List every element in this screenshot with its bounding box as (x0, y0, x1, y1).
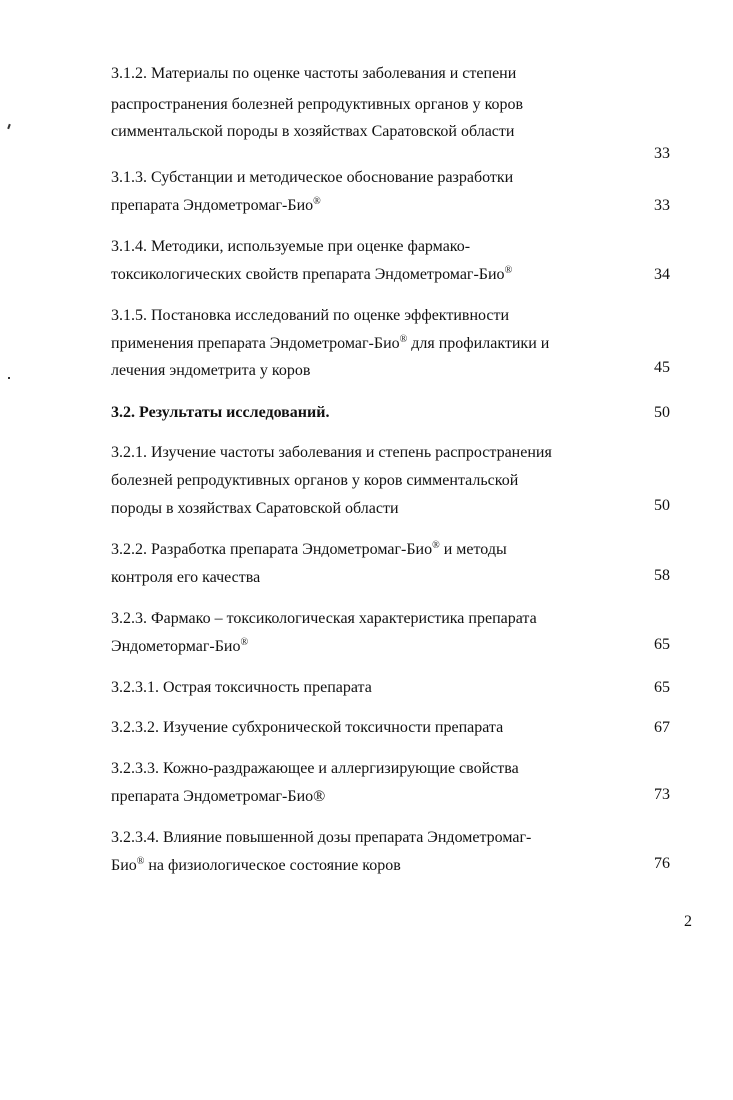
toc-entry-text-line (111, 265, 512, 285)
toc-page-number: 50 (654, 404, 670, 421)
toc-page-number: 76 (654, 855, 670, 872)
toc-entry-text: Эндометормаг-Био (111, 638, 241, 655)
toc-entry-text: лечения эндометрита у коров (111, 362, 311, 379)
registered-mark: ® (504, 265, 513, 276)
toc-entry-text: контроля его качества (111, 569, 261, 586)
registered-mark: ® (240, 637, 249, 648)
registered-mark: ® (313, 196, 321, 207)
toc-entry-text: препарата Эндометромаг-Био® (111, 788, 326, 805)
scan-speck (7, 124, 11, 129)
toc-section-heading: 3.2. Результаты исследований. (111, 404, 330, 421)
toc-entry-text: применения препарата Эндометромаг-Био (111, 335, 400, 352)
toc-page-number: 65 (654, 636, 670, 653)
toc-entry-text-line (111, 856, 401, 876)
toc-page-number: 65 (654, 679, 670, 696)
scan-speck (8, 377, 10, 379)
toc-entry-text: породы в хозяйствах Саратовской области (111, 500, 399, 517)
toc-entry-text: Био (111, 857, 137, 874)
registered-mark: ® (399, 334, 408, 345)
toc-entry-text: симментальской породы в хозяйствах Саратовской области (111, 123, 515, 140)
toc-entry-text: 3.1.2. Материалы по оценке частоты заболевания и степени (111, 65, 517, 82)
page-number: 2 (684, 913, 692, 930)
registered-mark: ® (432, 540, 440, 551)
toc-entry-text: на физиологическое состояние коров (144, 857, 401, 874)
toc-entry-text: 3.1.5. Постановка исследований по оценке эффективности (111, 307, 510, 324)
toc-entry-text: 3.2.3. Фармако – токсикологическая характеристика препарата (111, 610, 537, 627)
toc-entry-text: 3.2.2. Разработка препарата Эндометромаг-Био (111, 541, 433, 558)
toc-entry-text: 3.2.3.3. Кожно-раздражающее и аллергизирующие свойства (111, 760, 519, 777)
toc-entry-text-line (111, 334, 549, 354)
toc-entry-text-line (111, 196, 321, 216)
toc-page-number: 73 (654, 786, 670, 803)
toc-entry-text: препарата Эндометромаг-Био (111, 197, 314, 214)
registered-mark: ® (136, 856, 145, 867)
toc-entry-text: 3.2.1. Изучение частоты заболевания и степень распространения (111, 444, 552, 461)
toc-entry-text: болезней репродуктивных органов у коров симментальской (111, 472, 519, 489)
toc-page-number: 67 (654, 719, 670, 736)
toc-page-number: 33 (654, 145, 670, 162)
toc-entry-text: токсикологических свойств препарата Эндометромаг-Био (111, 266, 505, 283)
toc-entry-text: 3.2.3.4. Влияние повышенной дозы препарата Эндометромаг- (111, 829, 532, 846)
toc-entry-text: для профилактики и (407, 335, 550, 352)
toc-entry-text: 3.2.3.2. Изучение субхронической токсичности препарата (111, 719, 504, 736)
toc-entry-text-line (111, 637, 248, 657)
toc-entry-text: 3.1.4. Методики, используемые при оценке фармако- (111, 238, 471, 255)
toc-entry-text-line (111, 540, 507, 560)
toc-entry-text: и методы (439, 541, 507, 558)
toc-page-number: 34 (654, 266, 670, 283)
toc-entry-text: 3.1.3. Субстанции и методическое обоснование разработки (111, 169, 514, 186)
toc-page-number: 50 (654, 497, 670, 514)
toc-page-number: 45 (654, 359, 670, 376)
toc-entry-text: 3.2.3.1. Острая токсичность препарата (111, 679, 372, 696)
toc-entry-text: распространения болезней репродуктивных органов у коров (111, 96, 524, 113)
toc-page-number: 33 (654, 197, 670, 214)
toc-page-number: 58 (654, 567, 670, 584)
